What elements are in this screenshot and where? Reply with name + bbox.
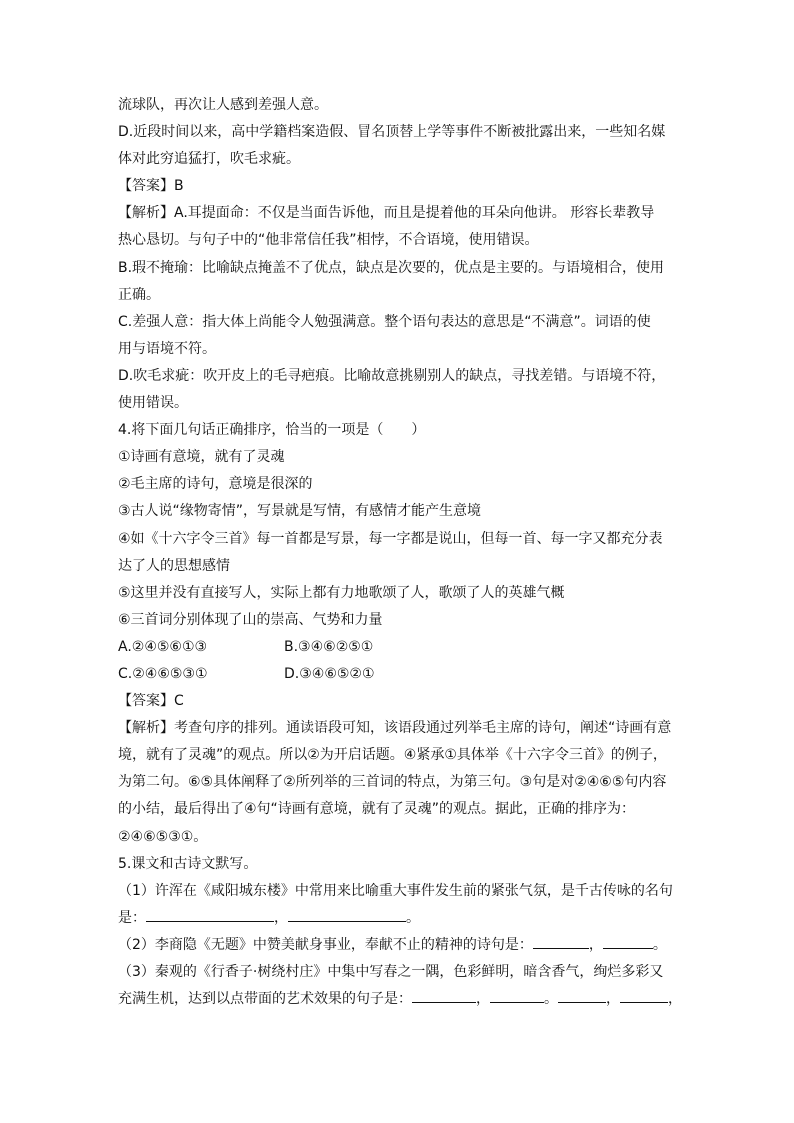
blank-sep: ， xyxy=(476,991,490,1008)
sub-question: （3）秦观的《行香子·树绕村庄》中集中写春之一隅，色彩鲜明，暗含香气，绚烂多彩又 xyxy=(118,964,664,980)
sub-question-blanks xyxy=(118,932,684,959)
question-title: 4.将下面几句话正确排序，恰当的一项是（ ） xyxy=(118,422,426,439)
blank-sep: ， xyxy=(274,909,288,926)
analysis-tag: 【解析】 xyxy=(118,720,174,737)
blank-mid: 。 xyxy=(544,991,558,1008)
answer-blank[interactable] xyxy=(533,934,589,949)
text-line: 正确。 xyxy=(118,286,160,303)
blank-prefix: 是： xyxy=(118,909,146,926)
sub-question-text: （2）李商隐《无题》中赞美献身事业，奉献不止的精神的诗句是： xyxy=(118,936,533,953)
option-a: A.②④⑤⑥①③ xyxy=(118,638,208,655)
sub-question-text: 充满生机，达到以点带面的艺术效果的句子是： xyxy=(118,991,412,1008)
text-line: 用与语境不符。 xyxy=(118,340,216,357)
answer-line xyxy=(118,173,684,200)
text-line: 境，就有了灵魂”的观点。所以②为开启话题。④紧承①具体举《十六字令三首》的例子， xyxy=(118,747,667,764)
text-line: 流球队，再次让人感到差强人意。 xyxy=(118,97,328,113)
blank-end: 。 xyxy=(406,909,420,926)
answer-blank[interactable] xyxy=(146,907,274,922)
question-title: 5.课文和古诗文默写。 xyxy=(118,855,258,872)
text-line: 为第二句。⑥⑤具体阐释了②所列举的三首词的特点，为第三句。③句是对②④⑥⑤句内容 xyxy=(118,774,667,791)
answer-line xyxy=(118,688,684,715)
analysis-text: 考查句序的排列。通读语段可知，该语段通过列举毛主席的诗句，阐述“诗画有意 xyxy=(174,720,672,737)
option-d: D.③④⑥⑤②① xyxy=(284,665,375,682)
answer-blank[interactable] xyxy=(490,988,544,1003)
answer-value: C xyxy=(174,693,184,710)
options-row xyxy=(118,661,684,688)
sub-question-blanks xyxy=(118,986,684,1013)
answer-blank[interactable] xyxy=(558,988,606,1003)
answer-blank[interactable] xyxy=(288,907,406,922)
sentence-item: ①诗画有意境，就有了灵魂 xyxy=(118,449,285,466)
blank-end: 。 xyxy=(652,936,667,953)
text-line: D.吹毛求疵：吹开皮上的毛寻疤痕。比喻故意挑剔别人的缺点，寻找差错。与语境不符， xyxy=(118,367,666,384)
text-line: 的小结，最后得出了④句“诗画有意境，就有了灵魂”的观点。据此，正确的排序为： xyxy=(118,801,636,818)
text-line: 热心恳切。与句子中的“他非常信任我”相悖，不合语境，使用错误。 xyxy=(118,232,539,249)
text-line: C.差强人意：指大体上尚能令人勉强满意。整个语句表达的意思是“不满意”。词语的使 xyxy=(118,313,651,330)
option-b: B.③④⑥②⑤① xyxy=(284,638,374,655)
sentence-item: ③古人说“缘物寄情”，写景就是写情，有感情才能产生意境 xyxy=(118,503,482,520)
analysis-line xyxy=(118,715,684,742)
sentence-item: ⑤这里并没有直接写人，实际上都有力地歌颂了人，歌颂了人的英雄气概 xyxy=(118,584,565,601)
text-line: D.近段时间以来，高中学籍档案造假、冒名顶替上学等事件不断被批露出来，一些知名媒 xyxy=(118,124,666,141)
analysis-text: A.耳提面命：不仅是当面告诉他，而且是提着他的耳朵向他讲。 形容长辈教导 xyxy=(174,205,655,222)
answer-blank[interactable] xyxy=(603,934,653,949)
answer-blank[interactable] xyxy=(412,988,476,1003)
answer-tag: 【答案】 xyxy=(118,178,174,195)
text-line: ②④⑥⑤③①。 xyxy=(118,828,208,845)
answer-blank[interactable] xyxy=(620,988,668,1003)
analysis-tag: 【解析】 xyxy=(118,205,174,222)
blank-sep: ， xyxy=(606,991,620,1008)
sentence-item: ②毛主席的诗句，意境是很深的 xyxy=(118,476,313,493)
answer-tag: 【答案】 xyxy=(118,693,174,710)
sentence-item: ⑥三首词分别体现了山的崇高、气势和力量 xyxy=(118,611,383,628)
answer-value: B xyxy=(174,178,184,195)
text-line: B.瑕不掩瑜：比喻缺点掩盖不了优点，缺点是次要的，优点是主要的。与语境相合，使用 xyxy=(118,259,665,276)
sentence-item: ④如《十六字令三首》每一首都是写景，每一字都是说山，但每一首、每一字又都充分表 xyxy=(118,530,663,547)
text-line: 体对此穷追猛打，吹毛求疵。 xyxy=(118,151,300,168)
text-line: 使用错误。 xyxy=(118,395,188,412)
option-c: C.②④⑥⑤③① xyxy=(118,665,208,682)
sub-question: （1）许浑在《咸阳城东楼》中常用来比喻重大事件发生前的紧张气氛，是千古传咏的名句 xyxy=(118,882,673,899)
blank-end: ， xyxy=(668,991,682,1008)
sub-question-blanks xyxy=(118,905,684,932)
analysis-line xyxy=(118,200,684,227)
sentence-item: 达了人的思想感情 xyxy=(118,557,230,574)
blank-sep: ， xyxy=(588,936,603,953)
options-row xyxy=(118,634,684,661)
